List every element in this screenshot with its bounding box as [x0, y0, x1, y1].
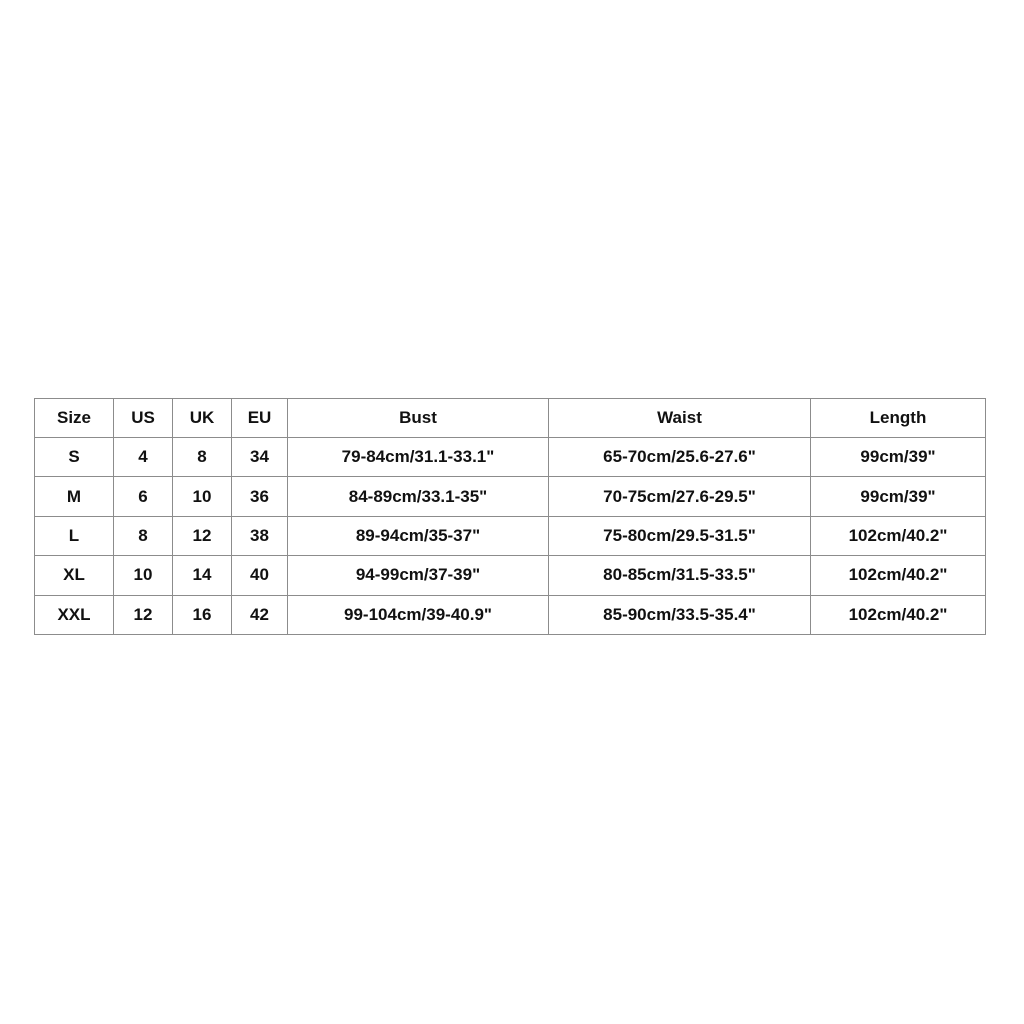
cell-waist: 65-70cm/25.6-27.6"	[549, 438, 811, 477]
table-header-row	[35, 399, 986, 438]
header-eu: EU	[232, 399, 288, 438]
cell-waist: 80-85cm/31.5-33.5"	[549, 556, 811, 595]
cell-uk: 16	[173, 595, 232, 634]
cell-bust: 84-89cm/33.1-35"	[288, 477, 549, 516]
header-length: Length	[811, 399, 986, 438]
cell-waist: 75-80cm/29.5-31.5"	[549, 516, 811, 555]
cell-us: 4	[114, 438, 173, 477]
cell-us: 12	[114, 595, 173, 634]
cell-us: 8	[114, 516, 173, 555]
cell-eu: 34	[232, 438, 288, 477]
cell-uk: 10	[173, 477, 232, 516]
header-bust: Bust	[288, 399, 549, 438]
cell-bust: 94-99cm/37-39"	[288, 556, 549, 595]
header-uk: UK	[173, 399, 232, 438]
header-us: US	[114, 399, 173, 438]
table-row	[35, 477, 986, 516]
cell-bust: 79-84cm/31.1-33.1"	[288, 438, 549, 477]
header-size: Size	[35, 399, 114, 438]
cell-size: XXL	[35, 595, 114, 634]
cell-us: 10	[114, 556, 173, 595]
cell-bust: 99-104cm/39-40.9"	[288, 595, 549, 634]
cell-uk: 14	[173, 556, 232, 595]
cell-us: 6	[114, 477, 173, 516]
cell-waist: 85-90cm/33.5-35.4"	[549, 595, 811, 634]
cell-length: 102cm/40.2"	[811, 595, 986, 634]
cell-size: M	[35, 477, 114, 516]
cell-eu: 38	[232, 516, 288, 555]
cell-length: 99cm/39"	[811, 477, 986, 516]
size-chart-table	[34, 398, 986, 635]
cell-eu: 36	[232, 477, 288, 516]
table-row	[35, 516, 986, 555]
cell-eu: 40	[232, 556, 288, 595]
cell-size: XL	[35, 556, 114, 595]
header-waist: Waist	[549, 399, 811, 438]
cell-eu: 42	[232, 595, 288, 634]
table-row	[35, 556, 986, 595]
cell-length: 102cm/40.2"	[811, 516, 986, 555]
table-row	[35, 595, 986, 634]
cell-size: S	[35, 438, 114, 477]
cell-uk: 8	[173, 438, 232, 477]
cell-uk: 12	[173, 516, 232, 555]
cell-waist: 70-75cm/27.6-29.5"	[549, 477, 811, 516]
table-row	[35, 438, 986, 477]
cell-length: 102cm/40.2"	[811, 556, 986, 595]
cell-size: L	[35, 516, 114, 555]
cell-length: 99cm/39"	[811, 438, 986, 477]
cell-bust: 89-94cm/35-37"	[288, 516, 549, 555]
